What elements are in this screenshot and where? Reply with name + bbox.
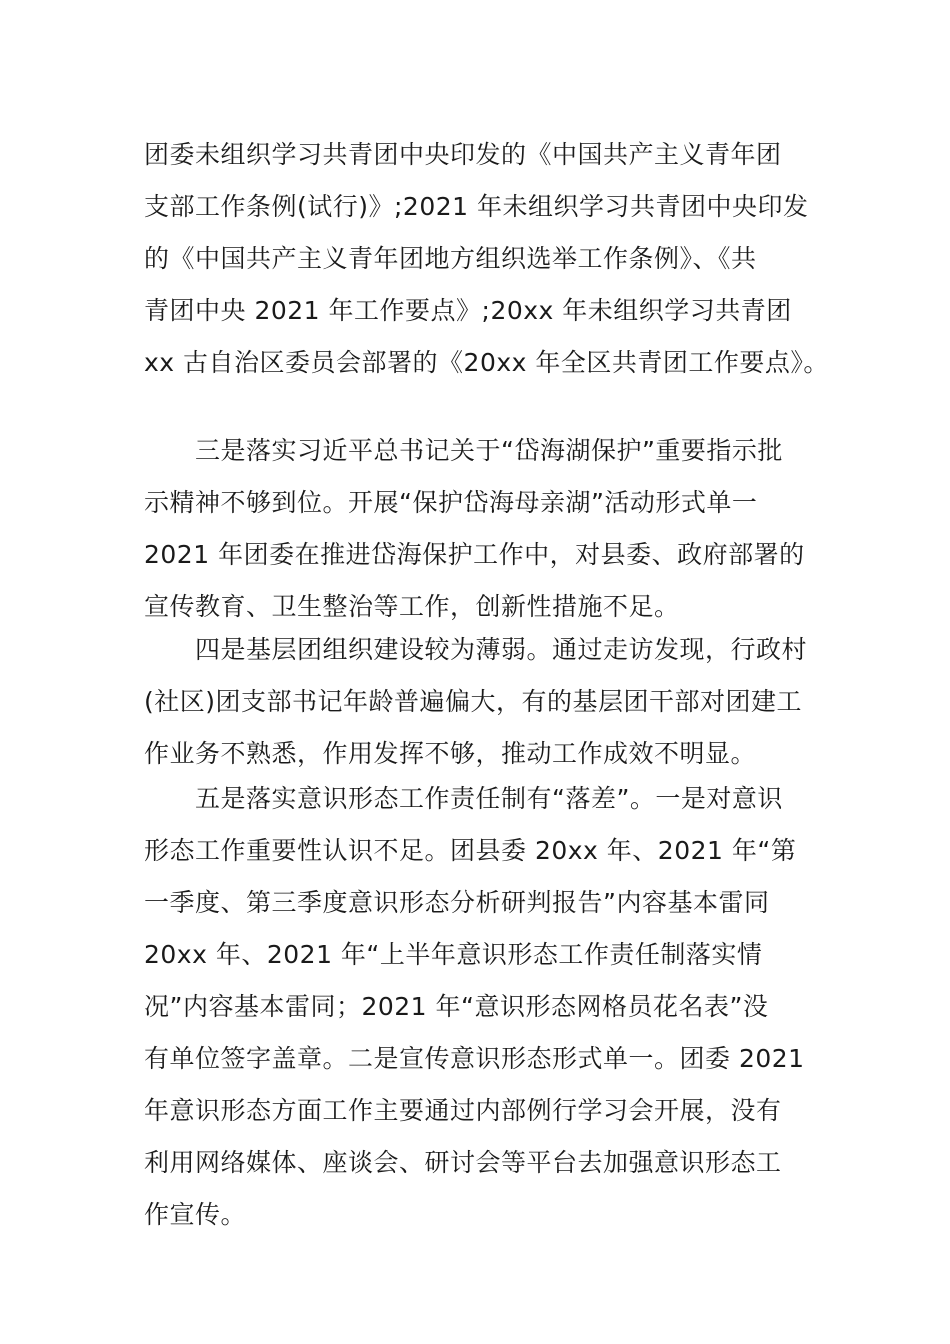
paragraph-line: 五是落实意识形态工作责任制有“落差”。一是对意识 (144, 784, 783, 813)
paragraph-line: 三是落实习近平总书记关于“岱海湖保护”重要指示批 (144, 436, 783, 465)
paragraph-line: 支部工作条例(试行)》;2021 年未组织学习共青团中央印发 (144, 192, 809, 221)
paragraph-line: 20xx 年、2021 年“上半年意识形态工作责任制落实情 (144, 940, 763, 969)
paragraph-line: 示精神不够到位。开展“保护岱海母亲湖”活动形式单一 (144, 488, 758, 517)
paragraph-line: 年意识形态方面工作主要通过内部例行学习会开展，没有 (144, 1096, 782, 1125)
paragraph-line: 四是基层团组织建设较为薄弱。通过走访发现，行政村 (144, 635, 808, 664)
paragraph-4 (144, 773, 824, 1241)
paragraph-line: 利用网络媒体、座谈会、研讨会等平台去加强意识形态工 (144, 1148, 782, 1177)
paragraph-line: 青团中央 2021 年工作要点》;20xx 年未组织学习共青团 (144, 296, 792, 325)
paragraph-2 (144, 425, 824, 633)
paragraph-line: 作宣传。 (144, 1200, 247, 1229)
paragraph-line: 有单位签字盖章。二是宣传意识形态形式单一。团委 2021 (144, 1044, 805, 1073)
paragraph-line: 宣传教育、卫生整治等工作，创新性措施不足。 (144, 592, 680, 621)
paragraph-1 (144, 129, 829, 389)
paragraph-line: 作业务不熟悉，作用发挥不够，推动工作成效不明显。 (144, 739, 757, 768)
paragraph-line: xx 古自治区委员会部署的《20xx 年全区共青团工作要点》。 (144, 348, 829, 377)
paragraph-line: 形态工作重要性认识不足。团县委 20xx 年、2021 年“第 (144, 836, 797, 865)
paragraph-line: 况”内容基本雷同；2021 年“意识形态网格员花名表”没 (144, 992, 769, 1021)
paragraph-line: 一季度、第三季度意识形态分析研判报告”内容基本雷同 (144, 888, 770, 917)
paragraph-line: 团委未组织学习共青团中央印发的《中国共产主义青年团 (144, 140, 782, 169)
paragraph-line: 2021 年团委在推进岱海保护工作中，对县委、政府部署的 (144, 540, 805, 569)
paragraph-line: (社区)团支部书记年龄普遍偏大，有的基层团干部对团建工 (144, 687, 803, 716)
paragraph-3 (144, 624, 824, 780)
paragraph-line: 的《中国共产主义青年团地方组织选举工作条例》、《共 (144, 244, 757, 273)
